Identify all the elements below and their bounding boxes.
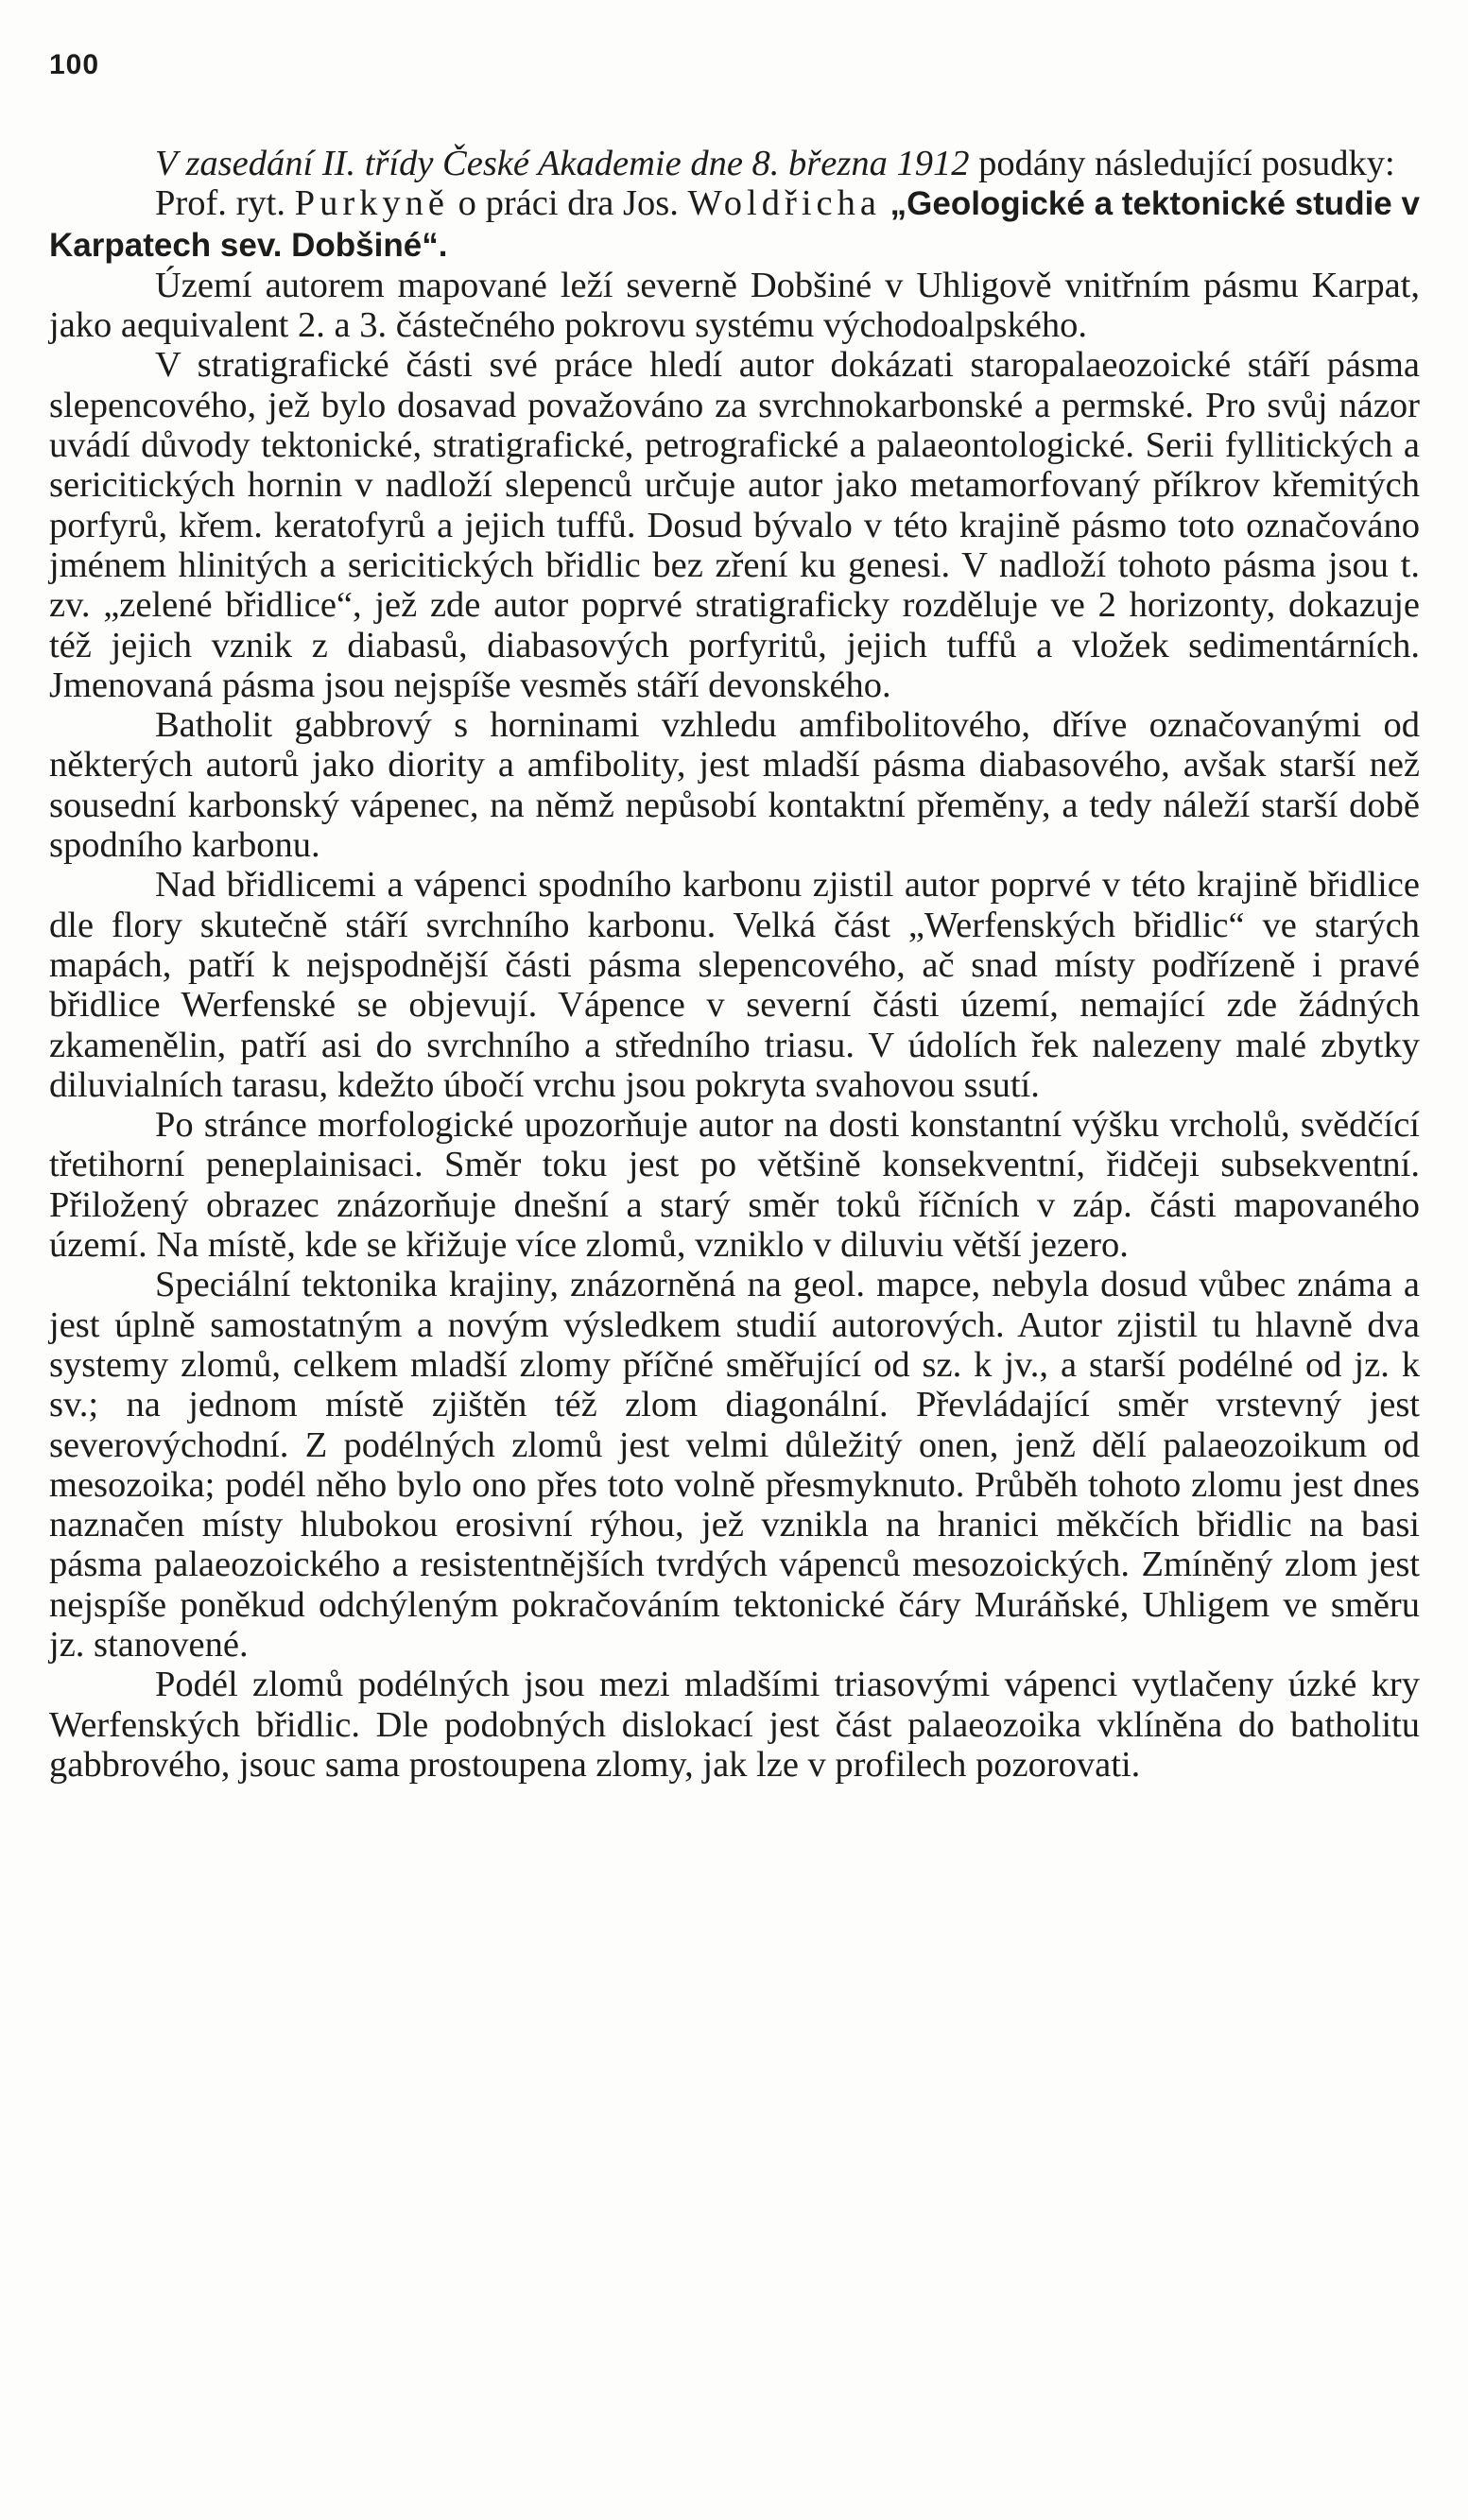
reviewer-name: Purkyně (294, 183, 449, 224)
session-heading-rest: podány následující posudky: (978, 144, 1395, 183)
review-middle: o práci dra Jos. (458, 183, 679, 224)
page-number: 100 (49, 49, 100, 80)
reviewer-prefix: Prof. ryt. (155, 183, 285, 224)
work-title: „Geologické a tektonické studie v Karpatech sev. Dobšiné“. (49, 185, 1420, 264)
paragraph: Podél zlomů podélných jsou mezi mladšími triasovými vápenci vytlačeny úzké kry Werfenských břidlic. Dle podobných dislokací jest část palaeozoika vklíněna do batholitu gabbrového, jsouc sama prostoupena zlomy, jak lze v profilech pozorovati. (49, 1665, 1420, 1785)
session-heading (49, 144, 1420, 183)
paragraph: Nad břidlicemi a vápenci spodního karbonu zjistil autor poprvé v této krajině břidlice dle flory skutečně stáří svrchního karbonu. Velká část „Werfenských břidlic“ ve starých mapách, patří k nejspodnější části pásma slepencového, ač snad místy podřízeně i pravé břidlice Werfenské se objevují. Vápence v severní části území, nemající zde žádných zkamenělin, patří asi do svrchního a středního triasu. V údolích řek nalezeny malé zbytky diluvialních tarasu, kdežto úbočí vrchu jsou pokryta svahovou ssutí. (49, 865, 1420, 1105)
paragraph: Po stránce morfologické upozorňuje autor na dosti konstantní výšku vrcholů, svědčící třetihorní peneplainisaci. Směr toku jest po většině konsekventní, řidčeji subsekventní. Přiložený obrazec znázorňuje dnešní a starý směr toků říčních v záp. části mapovaného území. Na místě, kde se křižuje více zlomů, vzniklo v diluviu větší jezero. (49, 1105, 1420, 1266)
paragraph: V stratigrafické části své práce hledí autor dokázati staropalaeozoické stáří pásma slepencového, jež bylo dosavad považováno za svrchnokarbonské a permské. Pro svůj názor uvádí důvody tektonické, stratigrafické, petrografické a palaeontologické. Serii fyllitických a sericitických hornin v nadloží slepenců určuje autor jako metamorfovaný příkrov křemitých porfyrů, křem. keratofyrů a jejich tuffů. Dosud bývalo v této krajině pásmo toto označováno jménem hlinitých a sericitických břidlic bez zření ku genesi. V nadloží tohoto pásma jsou t. zv. „zelené břidlice“, jež zde autor poprvé stratigraficky rozděluje ve 2 horizonty, dokazuje též jejich vznik z diabasů, diabasových porfyritů, jejich tuffů a vložek sedimentárních. Jmenovaná pásma jsou nejspíše vesměs stáří devonského. (49, 345, 1420, 705)
article-body (49, 144, 1420, 1785)
paragraph: Území autorem mapované leží severně Dobšiné v Uhligově vnitřním pásmu Karpat, jako aequivalent 2. a 3. částečného pokrovu systému východoalpského. (49, 265, 1420, 346)
review-intro (49, 183, 1420, 266)
session-heading-italic: V zasedání II. třídy České Akademie dne 8. března 1912 (155, 144, 970, 183)
paragraph: Speciální tektonika krajiny, znázorněná na geol. mapce, nebyla dosud vůbec známa a jest úplně samostatným a novým výsledkem studií autorových. Autor zjistil tu hlavně dva systemy zlomů, celkem mladší zlomy příčné směřující od sz. k jv., a starší podélné od jz. k sv.; na jednom místě zjištěn též zlom diagonální. Převládající směr vrstevný jest severovýchodní. Z podélných zlomů jest velmi důležitý onen, jenž dělí palaeozoikum od mesozoika; podél něho bylo ono přes toto volně přesmyknuto. Průběh tohoto zlomu jest dnes naznačen místy hlubokou erosivní rýhou, jež vznikla na hranici měkčích břidlic na basi pásma palaeozoického a resistentnějších tvrdých vápenců mesozoických. Zmíněný zlom jest nejspíše poněkud odchýleným pokračováním tektonické čáry Muráňské, Uhligem ve směru jz. stanovené. (49, 1265, 1420, 1665)
author-name: Woldřicha (687, 183, 881, 224)
paragraph: Batholit gabbrový s horninami vzhledu amfibolitového, dříve označovanými od některých autorů jako diority a amfibolity, jest mladší pásma diabasového, avšak starší než sousední karbonský vápenec, na němž nepůsobí kontaktní přeměny, a tedy náleží starší době spodního karbonu. (49, 705, 1420, 866)
